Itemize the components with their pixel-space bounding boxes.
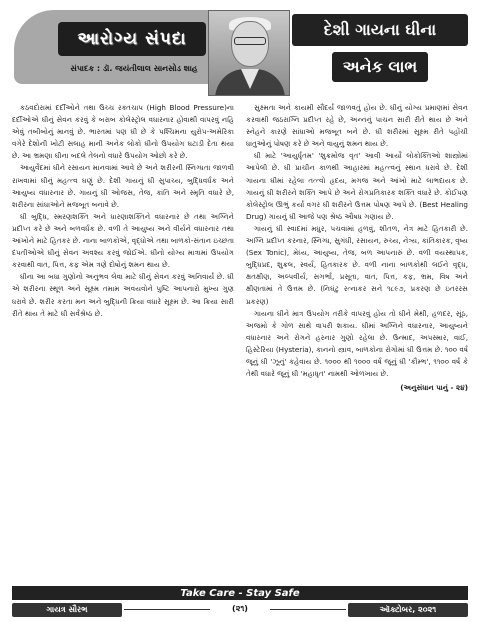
column-banner bbox=[14, 10, 222, 84]
issue-date: ઑક્ટોબર, ૨૦૨૧ bbox=[348, 603, 468, 617]
right-column bbox=[246, 102, 468, 394]
paragraph: ગાયનું ઘી સ્વાદમાં મધુર, પચવામાં હળવું, શીતળ, નેત્ર માટે હિતકારી છે. અગ્નિ પ્રદીપ્ત કરનાર, સ્નિગ્ધ, સુગંધી, રસાયન, રુચ્ય, નેત્ર્ય, કાંતિકારક, વૃષ્ય (Sex Tonic), મેધ્ય, આયુષ્ય, તેજ, બળ આપનારું છે. વળી વયસ્થાપક, બુદ્ધિપ્રદ, શુક્રલ, સ્વર્ય, હિતકારક છે. વળી નાના બાળકોથી લઈને વૃદ્ધ, ક્ષતક્ષીણ, અલ્પવીર્ય, સગર્ભા, પ્રસૂતા, વાત, પિત્ત, કફ, ભ્રમ, વિષ અને ક્ષીણતામાં તે ઉત્તમ છે. (નિઘંટુ રત્નાકર સને ૧૮૯૭, પ્રકરણ છે ઇતરરસ પ્રકરણ) bbox=[246, 223, 468, 306]
article-title-line2: અનેક લાભ bbox=[332, 52, 428, 82]
article-title-line1: દેશી ગાયના ઘીના bbox=[292, 14, 468, 46]
paragraph: સુક્ષ્મતા અને કાયમી સૌંદર્ય જાળવતું હોય છે. ઘીનું યોગ્ય પ્રમાણમાં સેવન કરવાથી જઠરાગ્નિ પ્રદીપ્ત રહે છે, અન્નનું પાચન સારી રીતે થાય છે અને સ્નેહને કારણે સાંધાઓ મજબૂત બને છે. ઘી શરીરમાં સૂક્ષ્મ રીતે પહોંચી ધાતુઓનું પોષણ કરે છે અને વાયુનું શમન થાય છે. bbox=[246, 103, 468, 149]
footer-divider bbox=[270, 609, 346, 610]
paragraph: ઘી બુદ્ધિ, સ્મરણશક્તિ અને ધારણાશક્તિને વધારનાર છે તથા અગ્નિને પ્રદીપ્ત કરે છે અને બળવર્ધક છે. વળી તે આયુષ્ય અને વીર્યને વધારનાર તથા આંખોને માટે હિતકર છે. નાના બાળકોએ, વૃદ્ધોએ તથા બાળકો-સંતાન ઇચ્છતા દંપતીઓએ ઘીનું સેવન અવશ્ય કરવું જોઈએ. ઘીનો યોગ્ય માત્રામાં ઉપયોગ કરવાથી વાત, પિત્ત, કફ એમ ત્રણે દોષોનું શમન થાય છે. bbox=[12, 211, 234, 270]
tagline-bar: Take Care - Stay Safe bbox=[12, 586, 468, 600]
article-body bbox=[12, 102, 468, 590]
continued-note: (અનુસંધાન પાનું - ૨૪) bbox=[400, 383, 468, 393]
left-column bbox=[12, 102, 234, 320]
photo-glasses bbox=[234, 37, 266, 45]
page-footer bbox=[12, 602, 468, 618]
page-number: (૨૧) bbox=[232, 604, 248, 613]
paragraph: ઘી માટે 'આયુર્ધૃતમ' 'શુક્રમોજ વૃત' આવી આર્યો લોકોક્તિઓ શાસ્ત્રોમાં આપેલી છે. ઘી પ્રાચીન કાળથી આહારમાં મહત્ત્વનું સ્થાન ધરાવે છે. દેશી ગાયના ઘીમાં રહેલા તત્ત્વો હૃદય, મગજ અને આંખો માટે લાભદાયક છે. ગાયનું ઘી શરીરને શક્તિ આપે છે અને રોગપ્રતિકારક શક્તિ વધારે છે. કોઈપણ કોલેસ્ટ્રોલ ઊભું કર્યા વગર ઘી શરીરને ઉત્તમ પોષણ આપે છે. (Best Healing Drug) ગાયનું ઘી આજે પણ શ્રેષ્ઠ ઔષધ ગણાય છે. bbox=[246, 151, 468, 221]
paragraph: ઘીના આ બધા ગુણોનો અનુભવ લેવા માટે ઘીનું સેવન કરવું અનિવાર્ય છે. ઘી એ શરીરના સ્થૂળ અને સૂક્ષ્મ તમામ અવયવોને પુષ્ટિ આપનારો મુખ્ય ગુણ ધરાવે છે. શરીર કરતા મન અને બુદ્ધિની ક્રિયા વધારે સૂક્ષ્મ છે. આ ક્રિયા સારી રીતે થાય તે માટે ઘી સર્વશ્રેષ્ઠ છે. bbox=[12, 272, 234, 318]
paragraph: કઠવદોરામાં દર્દીઓને તથા ઉચ્ચ રક્તચાપ (High Blood Pressure)ના દર્દીઓએ ઘીનું સેવન કરવું કે બરાબ કોલેસ્ટ્રોલ વધારનાર હોવાથી વાપરવું નહિ એવું તબીબોનું માનવું છે. ભારતમાં પણ ઘી છે કે પશ્ચિમના યુરોપ-અમેરિકા વગેરે દેશોની ખોટી સલાહ માની અનેક લોકો ઘીનો ઉપયોગ ઘટાડી દેતા થયા છે. આ ભ્રમણા ઘીના બદલે તેલનો વધારે ઉપયોગ ઓછો કરે છે. bbox=[12, 103, 234, 161]
magazine-name: ગાયત્ર સૌરભ bbox=[12, 603, 122, 617]
paragraph: ગાયના ઘીને માત્ર ઉપયોગ તરીકે વાપરવું હોય તો ઘીને મેથી, હળદર, સૂંઠ, અજમો કે ગોળ સાથે વાપરી શકાય. ઘીમાં અગ્નિને વધારનાર, આયુષ્યને વધારનાર અને રોગને હરનાર ગુણો રહેલા છે. ઉન્માદ, અપસ્માર, વાઈ, હિસ્ટેરિયા (Hysteria), કાનનો સ્ત્રાવ, બાળકોના રોગોમાં ઘી ઉત્તમ છે. ૧૦૦ વર્ષ જૂનું ઘી 'ઝૂનું' કહેવાય છે. ૧૦૦૦ થી ૧૦૦૦ વર્ષ જૂનું ઘી 'કૌમ્ભ', ૧૧૦૦ વર્ષ કે તેથી વધારે જૂનું ઘી 'મહાધૃત' નામથી ઓળખાય છે. bbox=[246, 308, 468, 379]
paragraph: આયુર્વેદમાં ઘીને રસાયન માનવામાં આવે છે અને શરીરની સ્નિગ્ધતા જાળવી રાખવામાં ઘીનું મહત્ત્વ ઘણું છે. દેશી ગાયનું ઘી સુપાચ્ય, બુદ્ધિવર્ધક અને આયુષ્ય વધારનાર છે. ગાયનું ઘી ઓજસ, તેજ, કાંતિ અને સ્મૃતિ વધારે છે, શરીરના સાંધાઓને મજબૂત બનાવે છે. bbox=[12, 163, 234, 209]
column-title: આરોગ્ય સંપદા bbox=[58, 22, 206, 56]
author-credit: સંપાદક : ડૉ. જયંતીલાલ સાનસોડ શાહ bbox=[70, 64, 198, 73]
footer-divider bbox=[124, 609, 210, 610]
article-header bbox=[0, 0, 480, 100]
author-photo bbox=[208, 10, 290, 96]
article-title-banner bbox=[292, 14, 468, 88]
